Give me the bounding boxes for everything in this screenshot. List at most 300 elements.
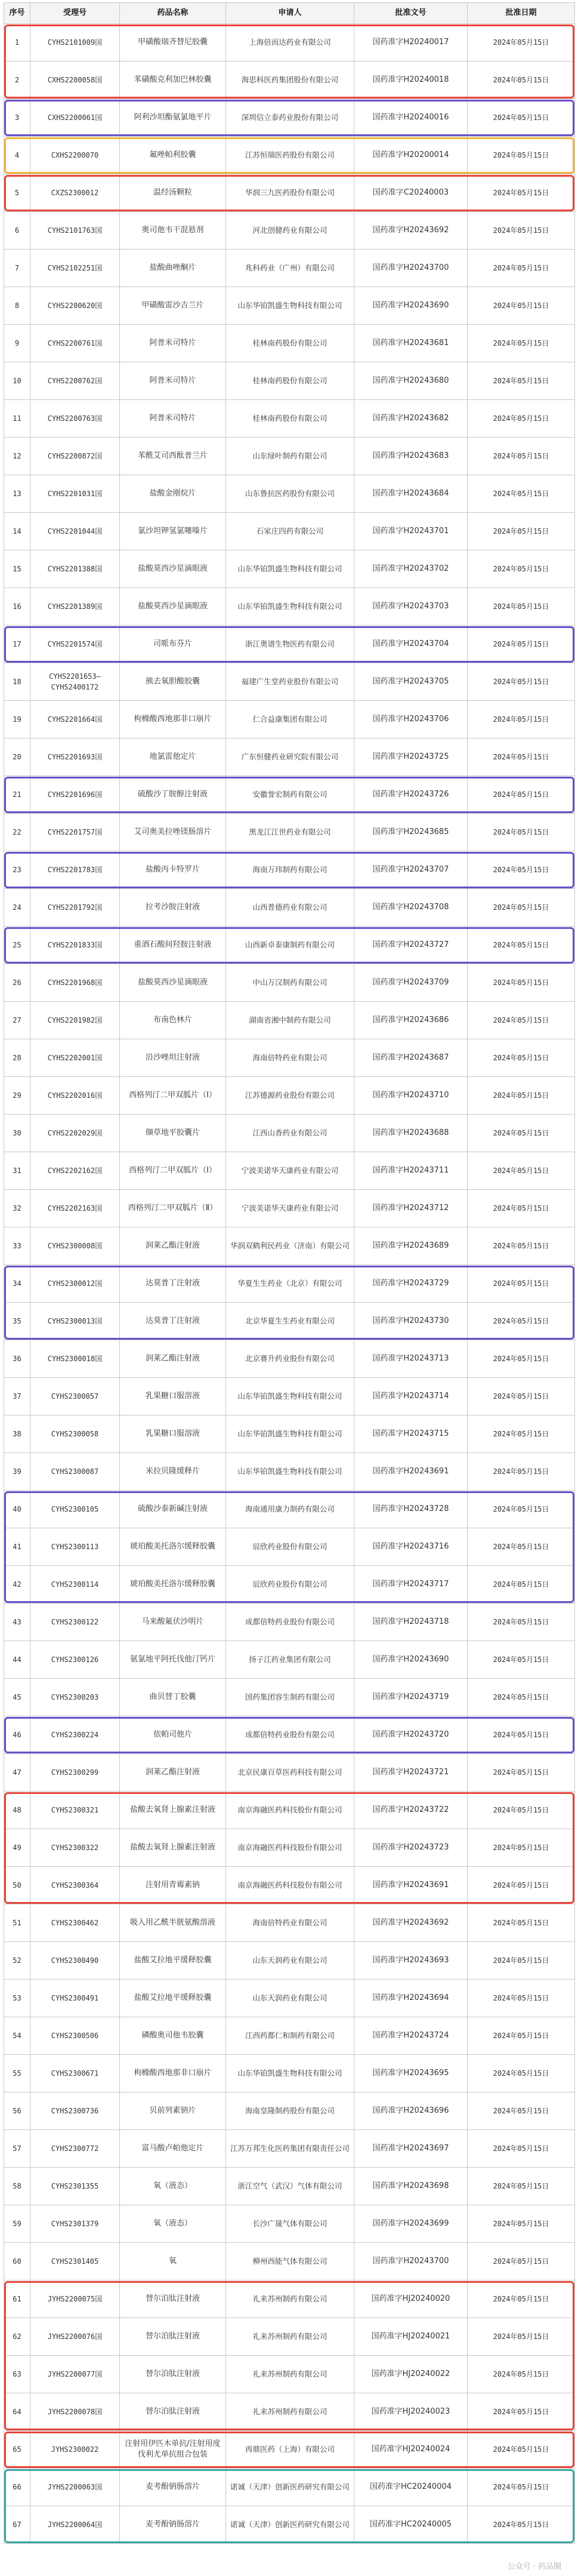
cell-acceptance-no: CYHS2201696国 — [30, 776, 120, 814]
cell-approval-date: 2024年05月15日 — [468, 2318, 575, 2356]
cell-acceptance-no: CYHS2201389国 — [30, 588, 120, 626]
cell-index: 58 — [4, 2168, 30, 2205]
cell-applicant: 再鼎医药（上海）有限公司 — [226, 2431, 354, 2469]
table-row — [4, 1190, 575, 1227]
table-row — [4, 438, 575, 475]
cell-approval-date: 2024年05月15日 — [468, 1115, 575, 1152]
cell-drug-name: 苯酰艾司西酞普兰片 — [120, 438, 226, 475]
cell-index: 40 — [4, 1491, 30, 1528]
cell-applicant: 山东华铂凯盛生物科技有限公司 — [226, 287, 354, 325]
cell-approval-no: 国药准字C20240003 — [354, 174, 468, 212]
cell-drug-name: 注射用青霉素钠 — [120, 1867, 226, 1904]
cell-drug-name: 西格列汀二甲双胍片（Ⅱ） — [120, 1190, 226, 1227]
cell-approval-date: 2024年05月15日 — [468, 1829, 575, 1867]
cell-approval-no: 国药准字HJ20240024 — [354, 2431, 468, 2469]
cell-drug-name: 盐酸莫西沙星滴眼液 — [120, 588, 226, 626]
cell-approval-no: 国药准字H20243726 — [354, 776, 468, 814]
cell-index: 11 — [4, 400, 30, 438]
cell-drug-name: 缬草地平胶囊片 — [120, 1115, 226, 1152]
cell-index: 7 — [4, 250, 30, 287]
cell-drug-name: 盐酸艾拉地平缓释胶囊 — [120, 1942, 226, 1980]
cell-drug-name: 米拉贝隆缓释片 — [120, 1453, 226, 1491]
cell-approval-no: 国药准字H20243697 — [354, 2130, 468, 2168]
cell-index: 60 — [4, 2243, 30, 2280]
table-row — [4, 1002, 575, 1039]
cell-approval-date: 2024年05月15日 — [468, 2356, 575, 2393]
cell-approval-no: 国药准字H20243686 — [354, 1002, 468, 1039]
table-row — [4, 964, 575, 1002]
cell-approval-no: 国药准字H20243695 — [354, 2055, 468, 2092]
cell-applicant: 南京海融医药科技股份有限公司 — [226, 1792, 354, 1829]
cell-approval-date: 2024年05月15日 — [468, 1528, 575, 1566]
table-row — [4, 1303, 575, 1340]
cell-approval-no: 国药准字H20243691 — [354, 1867, 468, 1904]
cell-acceptance-no: CYHS2300772 — [30, 2130, 120, 2168]
table-row — [4, 2130, 575, 2168]
cell-drug-name: 盐酸莫西沙星滴眼液 — [120, 964, 226, 1002]
cell-acceptance-no: CYHS2201388国 — [30, 550, 120, 588]
cell-acceptance-no: CYHS2300012国 — [30, 1265, 120, 1303]
cell-applicant: 北京民康百草医药科技有限公司 — [226, 1754, 354, 1792]
cell-acceptance-no: CYHS2300114 — [30, 1566, 120, 1604]
cell-approval-no: 国药准字H20243682 — [354, 400, 468, 438]
cell-index: 32 — [4, 1190, 30, 1227]
cell-acceptance-no: JYHS2300022 — [30, 2431, 120, 2469]
cell-applicant: 湖南省湘中制药有限公司 — [226, 1002, 354, 1039]
cell-applicant: 海南万玮制药有限公司 — [226, 851, 354, 889]
cell-applicant: 深圳信立泰药业股份有限公司 — [226, 99, 354, 137]
cell-drug-name: 枸橼酸西地那非口崩片 — [120, 2055, 226, 2092]
cell-index: 24 — [4, 889, 30, 927]
cell-approval-date: 2024年05月15日 — [468, 137, 575, 174]
table-row — [4, 1152, 575, 1190]
cell-approval-date: 2024年05月15日 — [468, 1491, 575, 1528]
cell-acceptance-no: CYHS2300491 — [30, 1980, 120, 2017]
cell-index: 59 — [4, 2205, 30, 2243]
cell-approval-no: 国药准字H20243696 — [354, 2092, 468, 2130]
cell-approval-date: 2024年05月15日 — [468, 927, 575, 964]
cell-acceptance-no: CYHS2200620国 — [30, 287, 120, 325]
cell-approval-date: 2024年05月15日 — [468, 287, 575, 325]
cell-acceptance-no: CYHS2300322 — [30, 1829, 120, 1867]
cell-acceptance-no: CYHS2200872国 — [30, 438, 120, 475]
table-row — [4, 24, 575, 61]
cell-drug-name: 琥珀酸美托洛尔缓释胶囊 — [120, 1566, 226, 1604]
cell-index: 64 — [4, 2393, 30, 2431]
cell-approval-date: 2024年05月15日 — [468, 2055, 575, 2092]
cell-index: 47 — [4, 1754, 30, 1792]
cell-drug-name: 熊去氧胆酸胶囊 — [120, 663, 226, 701]
cell-drug-name: 盐酸去氧肾上腺素注射液 — [120, 1829, 226, 1867]
table-row — [4, 1792, 575, 1829]
cell-approval-date: 2024年05月15日 — [468, 2243, 575, 2280]
cell-approval-no: 国药准字H20243684 — [354, 475, 468, 513]
cell-drug-name: 润莱乙酯注射液 — [120, 1754, 226, 1792]
cell-approval-no: 国药准字HC20240005 — [354, 2506, 468, 2544]
cell-drug-name: 麦考酚钠肠溶片 — [120, 2469, 226, 2506]
cell-drug-name: 阿普米司特片 — [120, 400, 226, 438]
cell-approval-date: 2024年05月15日 — [468, 1904, 575, 1942]
cell-approval-date: 2024年05月15日 — [468, 738, 575, 776]
table-row — [4, 550, 575, 588]
cell-approval-no: 国药准字H20243720 — [354, 1716, 468, 1754]
header-approval-date: 批准日期 — [468, 3, 575, 24]
table-row — [4, 1904, 575, 1942]
cell-approval-date: 2024年05月15日 — [468, 1453, 575, 1491]
cell-applicant: 山东绿叶制药有限公司 — [226, 438, 354, 475]
cell-approval-no: 国药准字H20243699 — [354, 2205, 468, 2243]
cell-acceptance-no: CYHS2202163国 — [30, 1190, 120, 1227]
cell-approval-date: 2024年05月15日 — [468, 1566, 575, 1604]
table-row — [4, 2469, 575, 2506]
cell-applicant: 江苏德源药业股份有限公司 — [226, 1077, 354, 1115]
cell-approval-no: 国药准字H20240016 — [354, 99, 468, 137]
cell-applicant: 长沙广晟气体有限公司 — [226, 2205, 354, 2243]
cell-acceptance-no: CYHS2201574国 — [30, 626, 120, 663]
cell-applicant: 兆科药业（广州）有限公司 — [226, 250, 354, 287]
cell-index: 39 — [4, 1453, 30, 1491]
cell-applicant: 仁合益康集团有限公司 — [226, 701, 354, 738]
table-row — [4, 1265, 575, 1303]
cell-approval-no: 国药准字H20243725 — [354, 738, 468, 776]
cell-applicant: 山东华铂凯盛生物科技有限公司 — [226, 588, 354, 626]
cell-applicant: 桂林南药股份有限公司 — [226, 400, 354, 438]
cell-approval-date: 2024年05月15日 — [468, 2168, 575, 2205]
table-row — [4, 1378, 575, 1415]
cell-approval-no: 国药准字H20243701 — [354, 513, 468, 550]
cell-approval-no: 国药准字H20243691 — [354, 1453, 468, 1491]
header-approval-no: 批准文号 — [354, 3, 468, 24]
cell-drug-name: 司哌布芬片 — [120, 626, 226, 663]
cell-index: 4 — [4, 137, 30, 174]
cell-acceptance-no: CYHS2201044国 — [30, 513, 120, 550]
table-row — [4, 1679, 575, 1716]
cell-approval-date: 2024年05月15日 — [468, 851, 575, 889]
table-row — [4, 1754, 575, 1792]
cell-acceptance-no: CYHS2300013国 — [30, 1303, 120, 1340]
cell-drug-name: 氟唑帕利胶囊 — [120, 137, 226, 174]
cell-applicant: 黑龙江江世药业有限公司 — [226, 814, 354, 851]
table-row — [4, 1227, 575, 1265]
cell-index: 67 — [4, 2506, 30, 2544]
cell-applicant: 华润三九医药股份有限公司 — [226, 174, 354, 212]
cell-drug-name: 琥珀酸美托洛尔缓释胶囊 — [120, 1528, 226, 1566]
cell-approval-no: 国药准字H20243728 — [354, 1491, 468, 1528]
cell-applicant: 华润双鹤利民药业（济南）有限公司 — [226, 1227, 354, 1265]
cell-approval-no: 国药准字H20243692 — [354, 1904, 468, 1942]
cell-applicant: 海南皇隆制药股份有限公司 — [226, 2092, 354, 2130]
cell-approval-no: 国药准字H20240018 — [354, 61, 468, 99]
cell-approval-date: 2024年05月15日 — [468, 2092, 575, 2130]
header-applicant: 申请人 — [226, 3, 354, 24]
cell-index: 5 — [4, 174, 30, 212]
table-body — [4, 24, 575, 2544]
cell-applicant: 海南倍特药业有限公司 — [226, 1904, 354, 1942]
cell-approval-no: 国药准字H20243710 — [354, 1077, 468, 1115]
cell-index: 14 — [4, 513, 30, 550]
cell-applicant: 上海倍而达药业有限公司 — [226, 24, 354, 61]
cell-drug-name: 替尔泊肽注射液 — [120, 2393, 226, 2431]
cell-acceptance-no: CYHS2202001国 — [30, 1039, 120, 1077]
cell-approval-date: 2024年05月15日 — [468, 212, 575, 250]
cell-acceptance-no: CYHS2300224 — [30, 1716, 120, 1754]
table-row — [4, 851, 575, 889]
cell-drug-name: 氯沙坦钾氢氯噻嗪片 — [120, 513, 226, 550]
table-row — [4, 2168, 575, 2205]
cell-approval-date: 2024年05月15日 — [468, 1679, 575, 1716]
cell-approval-no: 国药准字H20243715 — [354, 1415, 468, 1453]
cell-approval-date: 2024年05月15日 — [468, 1754, 575, 1792]
cell-approval-no: 国药准字H20243698 — [354, 2168, 468, 2205]
cell-drug-name: 达莫普丁注射液 — [120, 1303, 226, 1340]
cell-approval-date: 2024年05月15日 — [468, 1415, 575, 1453]
cell-applicant: 宁波美诺华天康药业有限公司 — [226, 1190, 354, 1227]
cell-drug-name: 曲贝替丁胶囊 — [120, 1679, 226, 1716]
cell-approval-date: 2024年05月15日 — [468, 2469, 575, 2506]
cell-index: 16 — [4, 588, 30, 626]
cell-acceptance-no: CYHS2300087 — [30, 1453, 120, 1491]
cell-acceptance-no: CYHS2300113 — [30, 1528, 120, 1566]
cell-approval-date: 2024年05月15日 — [468, 1002, 575, 1039]
cell-applicant: 浙江空气（武汉）气体有限公司 — [226, 2168, 354, 2205]
cell-index: 45 — [4, 1679, 30, 1716]
cell-drug-name: 盐酸金刚烷片 — [120, 475, 226, 513]
cell-approval-date: 2024年05月15日 — [468, 99, 575, 137]
table-row — [4, 362, 575, 400]
table-row — [4, 475, 575, 513]
cell-approval-date: 2024年05月15日 — [468, 776, 575, 814]
cell-acceptance-no: CXHS2200061国 — [30, 99, 120, 137]
cell-drug-name: 阿利沙坦酯氨氯地平片 — [120, 99, 226, 137]
cell-applicant: 安徽誉宏制药有限公司 — [226, 776, 354, 814]
cell-acceptance-no: CYHS2101009国 — [30, 24, 120, 61]
cell-applicant: 江西药都仁和制药有限公司 — [226, 2017, 354, 2055]
cell-drug-name: 盐酸去氧肾上腺素注射液 — [120, 1792, 226, 1829]
cell-index: 13 — [4, 475, 30, 513]
table-row — [4, 701, 575, 738]
table-row — [4, 287, 575, 325]
cell-approval-no: 国药准字H20243706 — [354, 701, 468, 738]
cell-acceptance-no: JYHS2200063国 — [30, 2469, 120, 2506]
cell-approval-no: 国药准字H20243707 — [354, 851, 468, 889]
cell-acceptance-no: CYHS2202016国 — [30, 1077, 120, 1115]
table-row — [4, 250, 575, 287]
cell-approval-date: 2024年05月15日 — [468, 1641, 575, 1679]
cell-drug-name: 润莱乙酯注射液 — [120, 1227, 226, 1265]
cell-approval-date: 2024年05月15日 — [468, 2017, 575, 2055]
cell-approval-date: 2024年05月15日 — [468, 1980, 575, 2017]
cell-drug-name: 润莱乙酯注射液 — [120, 1340, 226, 1378]
cell-applicant: 海南倍特药业有限公司 — [226, 1039, 354, 1077]
cell-approval-no: 国药准字H20243690 — [354, 1641, 468, 1679]
cell-index: 42 — [4, 1566, 30, 1604]
cell-approval-date: 2024年05月15日 — [468, 325, 575, 362]
table-row — [4, 814, 575, 851]
cell-applicant: 礼来苏州制药有限公司 — [226, 2356, 354, 2393]
cell-applicant: 国药集团容生制药有限公司 — [226, 1679, 354, 1716]
cell-approval-date: 2024年05月15日 — [468, 1867, 575, 1904]
cell-applicant: 礼来苏州制药有限公司 — [226, 2280, 354, 2318]
cell-index: 38 — [4, 1415, 30, 1453]
cell-approval-no: 国药准字H20243714 — [354, 1378, 468, 1415]
cell-approval-no: 国药准字H20240017 — [354, 24, 468, 61]
cell-applicant: 桂林南药股份有限公司 — [226, 325, 354, 362]
cell-index: 29 — [4, 1077, 30, 1115]
cell-approval-no: 国药准字H20243692 — [354, 212, 468, 250]
cell-approval-no: 国药准字H20243685 — [354, 814, 468, 851]
table-row — [4, 1641, 575, 1679]
table-row — [4, 400, 575, 438]
cell-acceptance-no: CYHS2201757国 — [30, 814, 120, 851]
cell-applicant: 山东天润药业有限公司 — [226, 1942, 354, 1980]
table-row — [4, 776, 575, 814]
cell-acceptance-no: CYHS2201982国 — [30, 1002, 120, 1039]
cell-approval-date: 2024年05月15日 — [468, 1378, 575, 1415]
cell-drug-name: 西格列汀二甲双胍片（Ⅰ） — [120, 1077, 226, 1115]
header-acceptance-no: 受理号 — [30, 3, 120, 24]
cell-index: 17 — [4, 626, 30, 663]
cell-acceptance-no: CYHS2200762国 — [30, 362, 120, 400]
cell-approval-no: 国药准字H20243716 — [354, 1528, 468, 1566]
cell-drug-name: 替尔泊肽注射液 — [120, 2356, 226, 2393]
cell-approval-no: 国药准字H20243683 — [354, 438, 468, 475]
cell-drug-name: 乳果糖口服溶液 — [120, 1415, 226, 1453]
cell-approval-no: 国药准字H20243694 — [354, 1980, 468, 2017]
cell-approval-no: 国药准字H20243705 — [354, 663, 468, 701]
cell-index: 53 — [4, 1980, 30, 2017]
cell-drug-name: 西格列汀二甲双胍片（Ⅰ） — [120, 1152, 226, 1190]
cell-acceptance-no: CYHS2300122 — [30, 1604, 120, 1641]
cell-index: 46 — [4, 1716, 30, 1754]
cell-applicant: 成都倍特药业股份有限公司 — [226, 1604, 354, 1641]
cell-applicant: 江苏万邦生化医药集团有限责任公司 — [226, 2130, 354, 2168]
table-row — [4, 1980, 575, 2017]
table-row — [4, 1453, 575, 1491]
table-row — [4, 99, 575, 137]
cell-acceptance-no: CYHS2201693国 — [30, 738, 120, 776]
cell-drug-name: 布南色林片 — [120, 1002, 226, 1039]
cell-applicant: 广东恒健药业研究院有限公司 — [226, 738, 354, 776]
cell-approval-no: 国药准字H20243711 — [354, 1152, 468, 1190]
table-row — [4, 1829, 575, 1867]
table-row — [4, 2393, 575, 2431]
cell-index: 35 — [4, 1303, 30, 1340]
cell-drug-name: 温经汤颗粒 — [120, 174, 226, 212]
cell-index: 27 — [4, 1002, 30, 1039]
table-row — [4, 2055, 575, 2092]
cell-approval-date: 2024年05月15日 — [468, 2280, 575, 2318]
table-row — [4, 927, 575, 964]
table-row — [4, 1867, 575, 1904]
cell-drug-name: 盐酸莫西沙星滴眼液 — [120, 550, 226, 588]
cell-index: 23 — [4, 851, 30, 889]
cell-acceptance-no: CYHS2202162国 — [30, 1152, 120, 1190]
cell-applicant: 福建广生堂药业股份有限公司 — [226, 663, 354, 701]
table-row — [4, 2205, 575, 2243]
approval-table — [4, 2, 575, 2544]
cell-approval-no: 国药准字H20243693 — [354, 1942, 468, 1980]
cell-approval-no: 国药准字HJ20240020 — [354, 2280, 468, 2318]
cell-applicant: 成都倍特药业股份有限公司 — [226, 1716, 354, 1754]
cell-approval-date: 2024年05月15日 — [468, 889, 575, 927]
cell-index: 34 — [4, 1265, 30, 1303]
cell-acceptance-no: CYHS2201968国 — [30, 964, 120, 1002]
cell-index: 12 — [4, 438, 30, 475]
table-row — [4, 2356, 575, 2393]
cell-approval-no: 国药准字H20243712 — [354, 1190, 468, 1227]
cell-applicant: 礼来苏州制药有限公司 — [226, 2318, 354, 2356]
table-header — [4, 3, 575, 24]
cell-drug-name: 氧（液态） — [120, 2205, 226, 2243]
cell-index: 9 — [4, 325, 30, 362]
cell-drug-name: 阿普米司特片 — [120, 362, 226, 400]
cell-index: 20 — [4, 738, 30, 776]
cell-applicant: 浙江奥谱生物医药有限公司 — [226, 626, 354, 663]
cell-approval-date: 2024年05月15日 — [468, 1942, 575, 1980]
cell-acceptance-no: JYHS2200077国 — [30, 2356, 120, 2393]
cell-drug-name: 注射用伊匹木单抗/注射用度伐利尤单抗组合包装 — [120, 2431, 226, 2469]
cell-approval-date: 2024年05月15日 — [468, 1190, 575, 1227]
cell-acceptance-no: CYHS2300018国 — [30, 1340, 120, 1378]
table-row — [4, 2243, 575, 2280]
cell-applicant: 辰欣药业股份有限公司 — [226, 1566, 354, 1604]
cell-applicant: 柳州西能气体有限公司 — [226, 2243, 354, 2280]
cell-drug-name: 麦考酚钠肠溶片 — [120, 2506, 226, 2544]
cell-applicant: 华夏生生药业（北京）有限公司 — [226, 1265, 354, 1303]
cell-index: 62 — [4, 2318, 30, 2356]
cell-approval-date: 2024年05月15日 — [468, 61, 575, 99]
cell-drug-name: 氨氯地平阿托伐他汀钙片 — [120, 1641, 226, 1679]
cell-index: 54 — [4, 2017, 30, 2055]
cell-index: 44 — [4, 1641, 30, 1679]
cell-index: 8 — [4, 287, 30, 325]
cell-applicant: 中山万汉制药有限公司 — [226, 964, 354, 1002]
cell-approval-date: 2024年05月15日 — [468, 1604, 575, 1641]
cell-index: 28 — [4, 1039, 30, 1077]
cell-index: 55 — [4, 2055, 30, 2092]
cell-approval-date: 2024年05月15日 — [468, 814, 575, 851]
cell-drug-name: 达莫普丁注射液 — [120, 1265, 226, 1303]
cell-approval-no: 国药准字H20243729 — [354, 1265, 468, 1303]
table-row — [4, 1491, 575, 1528]
cell-index: 66 — [4, 2469, 30, 2506]
cell-acceptance-no: CYHS2301405 — [30, 2243, 120, 2280]
cell-acceptance-no: CYHS2300736 — [30, 2092, 120, 2130]
cell-approval-date: 2024年05月15日 — [468, 1227, 575, 1265]
cell-drug-name: 富马酸卢帕他定片 — [120, 2130, 226, 2168]
cell-applicant: 礼来苏州制药有限公司 — [226, 2393, 354, 2431]
cell-index: 56 — [4, 2092, 30, 2130]
cell-applicant: 山西普德药业有限公司 — [226, 889, 354, 927]
cell-approval-date: 2024年05月15日 — [468, 1792, 575, 1829]
cell-approval-date: 2024年05月15日 — [468, 400, 575, 438]
cell-acceptance-no: CYHS2301379 — [30, 2205, 120, 2243]
cell-acceptance-no: CYHS2300008国 — [30, 1227, 120, 1265]
cell-approval-date: 2024年05月15日 — [468, 663, 575, 701]
cell-drug-name: 阿普米司特片 — [120, 325, 226, 362]
cell-index: 10 — [4, 362, 30, 400]
cell-approval-date: 2024年05月15日 — [468, 250, 575, 287]
cell-approval-no: 国药准字HC20240004 — [354, 2469, 468, 2506]
cell-approval-date: 2024年05月15日 — [468, 1340, 575, 1378]
cell-approval-no: 国药准字H20243688 — [354, 1115, 468, 1152]
cell-drug-name: 地氯雷他定片 — [120, 738, 226, 776]
table-row — [4, 174, 575, 212]
cell-approval-no: 国药准字H20243722 — [354, 1792, 468, 1829]
cell-index: 41 — [4, 1528, 30, 1566]
cell-drug-name: 沿沙唑坦注射液 — [120, 1039, 226, 1077]
cell-index: 2 — [4, 61, 30, 99]
